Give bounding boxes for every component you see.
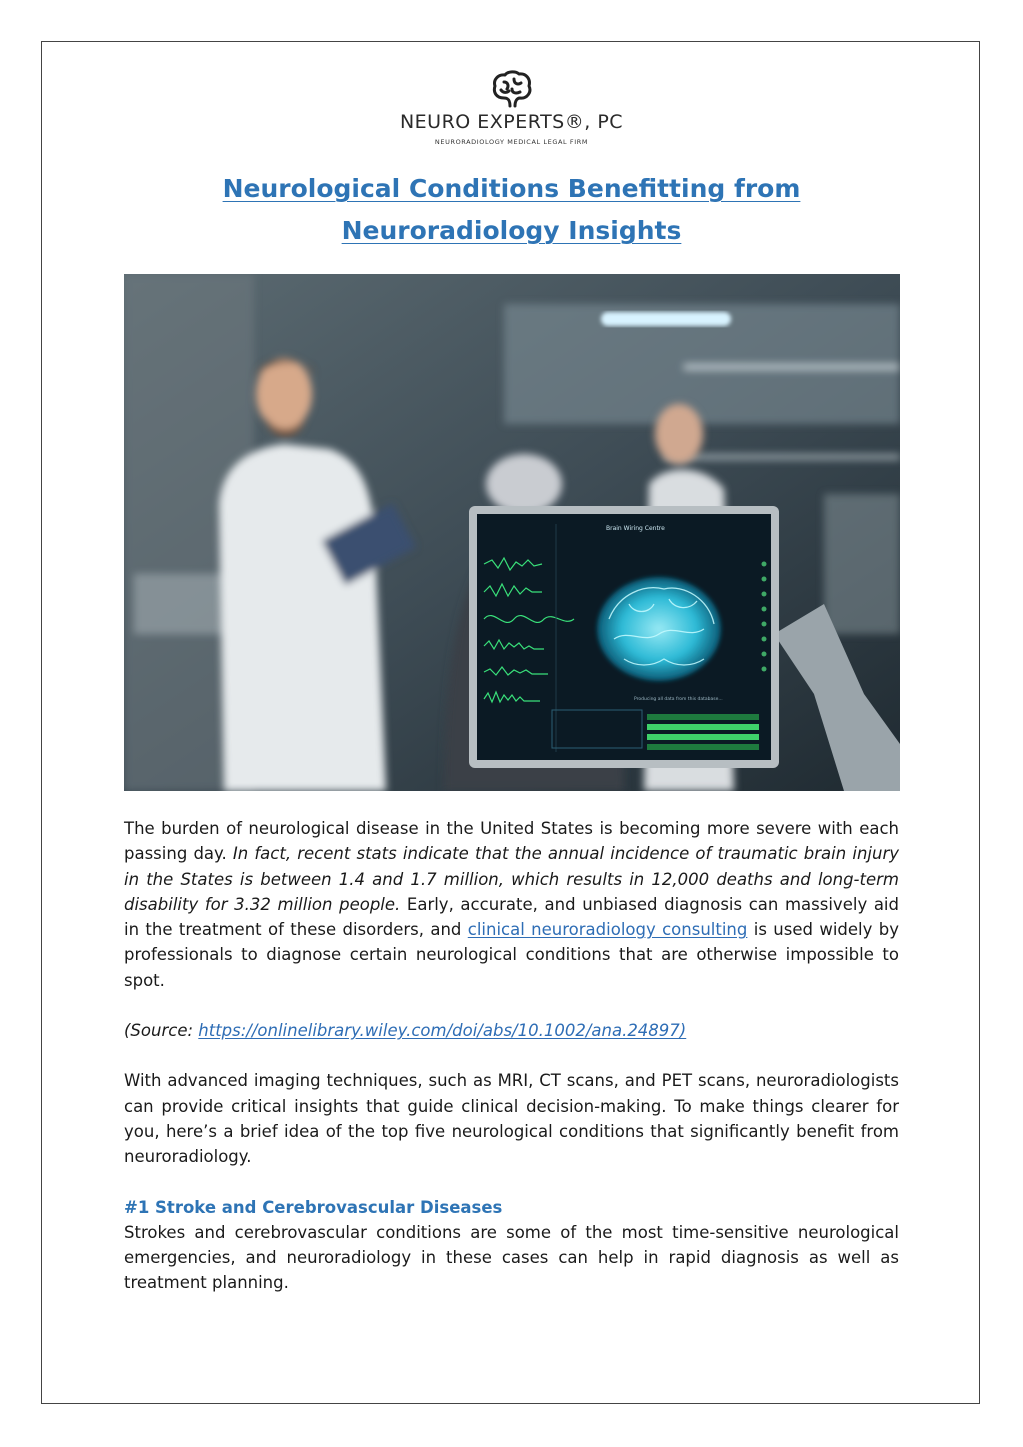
page-title-line2: Neuroradiology Insights bbox=[341, 216, 682, 245]
brain-icon bbox=[490, 70, 534, 110]
intro-paragraph bbox=[124, 816, 899, 993]
intro-text-1: The burden of neurological disease in the United States is becoming more severe with each passing day. bbox=[124, 819, 899, 864]
intro-text-3: is used widely by professionals to diagnose certain neurological conditions that are otherwise impossible to spot. bbox=[124, 920, 899, 990]
source-link[interactable]: https://onlinelibrary.wiley.com/doi/abs/10.1002/ana.24897) bbox=[198, 1021, 687, 1041]
intro-stat: In fact, recent stats indicate that the annual incidence of traumatic brain injury in the States is between 1.4 and 1.7 million, which results in 12,000 deaths and long-term disability for 3.32 million people. bbox=[124, 844, 899, 914]
logo bbox=[300, 70, 723, 152]
hero-illustration bbox=[124, 274, 900, 791]
consulting-link[interactable]: clinical neuroradiology consulting bbox=[467, 920, 748, 940]
hero-image bbox=[124, 274, 900, 791]
source-prefix: (Source: bbox=[124, 1021, 199, 1041]
logo-tagline: NEURORADIOLOGY MEDICAL LEGAL FIRM bbox=[434, 138, 589, 146]
page-title-line1: Neurological Conditions Benefitting from bbox=[222, 174, 801, 203]
article-body bbox=[124, 816, 899, 1296]
source-citation bbox=[124, 1018, 899, 1043]
monitor-title: Brain Wiring Centre bbox=[606, 525, 665, 532]
monitor-status: Producing all data from this database... bbox=[634, 697, 723, 702]
section-heading-stroke: #1 Stroke and Cerebrovascular Diseases bbox=[124, 1197, 503, 1217]
page-title bbox=[124, 168, 899, 252]
intro-text-2: Early, accurate, and unbiased diagnosis can massively aid in the treatment of these disorders, and bbox=[124, 894, 899, 940]
section-body-stroke: Strokes and cerebrovascular conditions are some of the most time-sensitive neurological emergencies, and neuroradiology in these cases can help in rapid diagnosis as well as treatment planning. bbox=[124, 1222, 899, 1293]
imaging-paragraph: With advanced imaging techniques, such as MRI, CT scans, and PET scans, neuroradiologists can provide critical insights that guide clinical decision-making. To make things clearer for you, here’s a brief idea of the top five neurological conditions that significantly benefit from neuroradiology. bbox=[124, 1071, 899, 1167]
logo-name: NEURO EXPERTS®, PC bbox=[399, 111, 624, 133]
